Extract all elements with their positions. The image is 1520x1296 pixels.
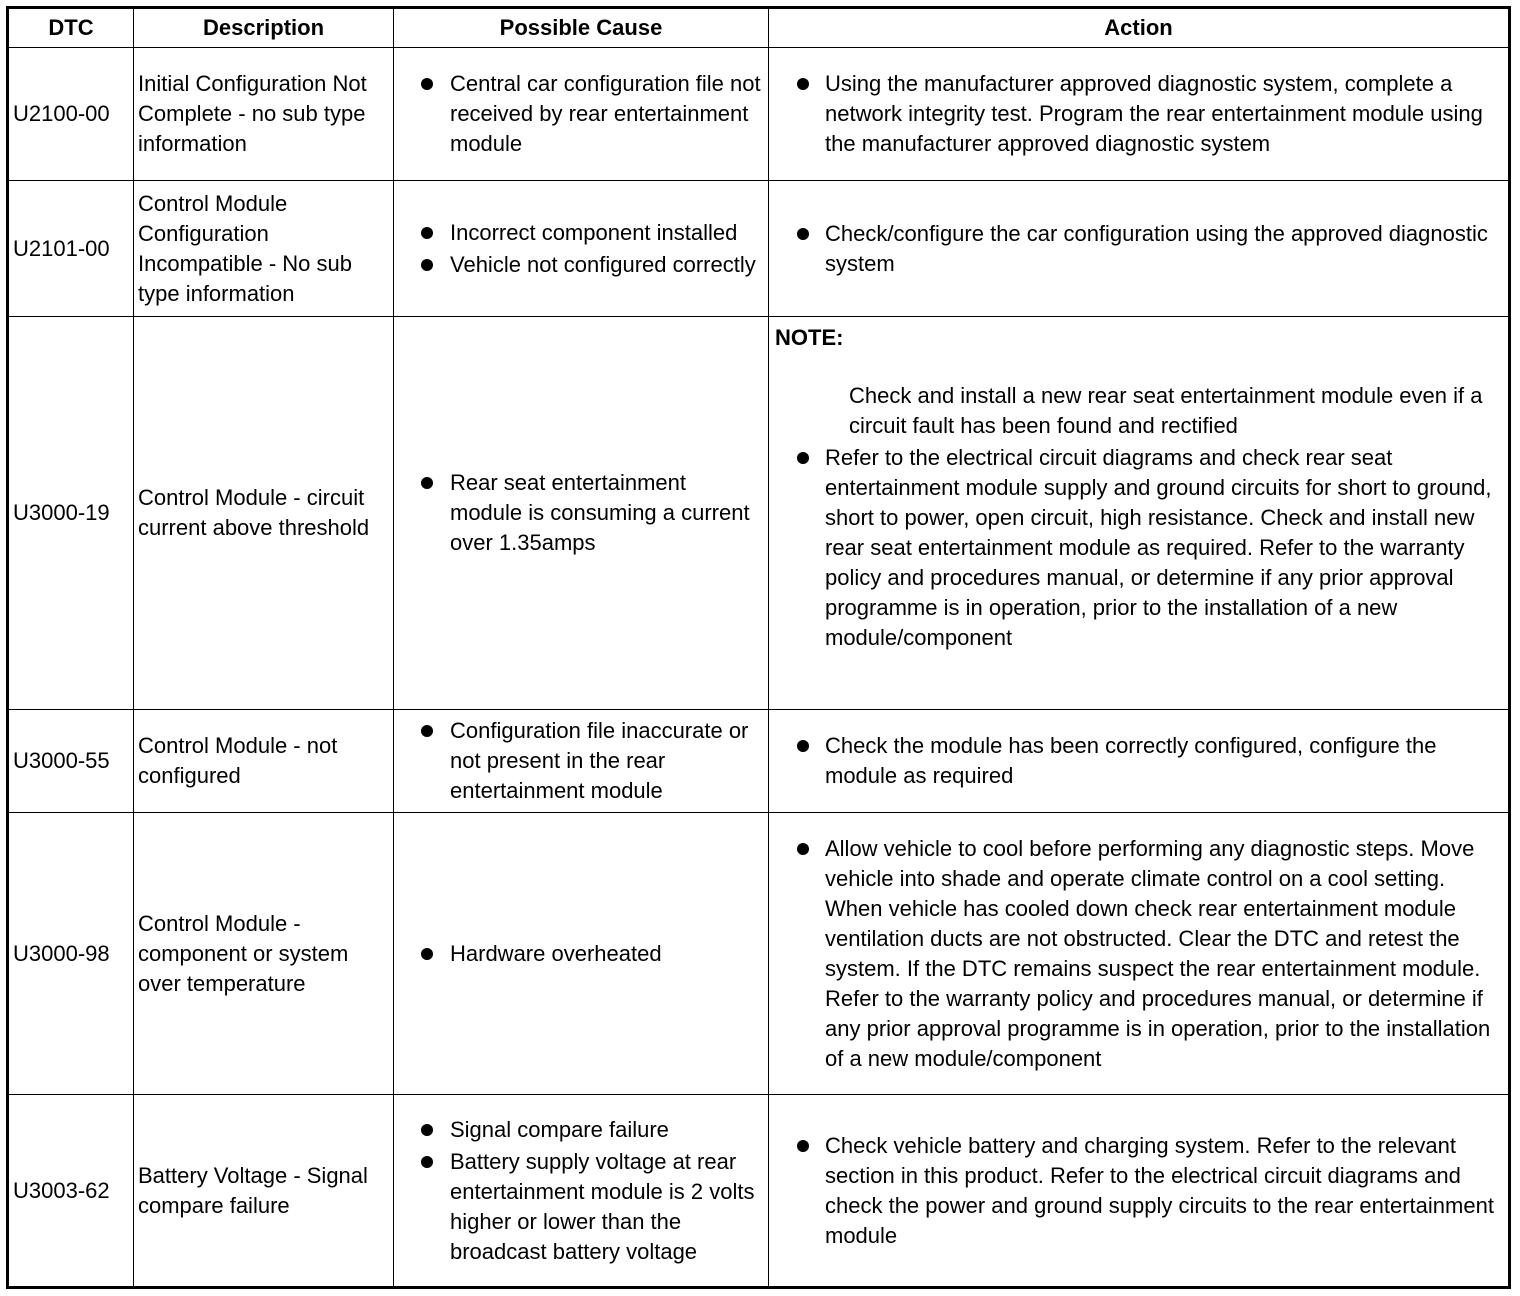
dtc-description: Control Module - circuit current above threshold bbox=[134, 317, 394, 710]
dtc-description: Control Module - not configured bbox=[134, 710, 394, 813]
dtc-description: Battery Voltage - Signal compare failure bbox=[134, 1095, 394, 1288]
cause-text: Vehicle not configured correctly bbox=[450, 251, 756, 277]
cause-text: Central car configuration file not received by rear entertainment module bbox=[450, 71, 761, 156]
action-cell bbox=[769, 710, 1510, 813]
table-row bbox=[8, 710, 1510, 813]
cause-item bbox=[398, 218, 764, 248]
header-dtc: DTC bbox=[8, 8, 134, 48]
cause-item bbox=[398, 716, 764, 806]
action-cell bbox=[769, 48, 1510, 181]
cause-text: Signal compare failure bbox=[450, 1116, 669, 1142]
cause-text: Configuration file inaccurate or not present in the rear entertainment module bbox=[450, 718, 749, 803]
cause-text: Incorrect component installed bbox=[450, 219, 738, 245]
bullet-icon bbox=[421, 78, 433, 90]
action-cell bbox=[769, 813, 1510, 1095]
table-row bbox=[8, 181, 1510, 317]
bullet-icon bbox=[421, 948, 433, 960]
bullet-icon bbox=[797, 1140, 809, 1152]
bullet-icon bbox=[797, 78, 809, 90]
cause-text: Hardware overheated bbox=[450, 940, 662, 966]
cause-item bbox=[398, 1147, 764, 1267]
dtc-description: Control Module Configuration Incompatible - No sub type information bbox=[134, 181, 394, 317]
bullet-icon bbox=[421, 227, 433, 239]
cause-item bbox=[398, 250, 764, 280]
possible-cause-cell bbox=[394, 181, 769, 317]
bullet-icon bbox=[797, 740, 809, 752]
cause-text: Rear seat entertainment module is consuming a current over 1.35amps bbox=[450, 470, 750, 555]
action-text: Check/configure the car configuration using the approved diagnostic system bbox=[825, 220, 1488, 276]
dtc-code: U2101-00 bbox=[8, 181, 134, 317]
action-cell bbox=[769, 181, 1510, 317]
cause-item bbox=[398, 468, 764, 558]
action-item bbox=[773, 69, 1504, 159]
bullet-icon bbox=[797, 452, 809, 464]
bullet-icon bbox=[421, 725, 433, 737]
dtc-description: Control Module - component or system over temperature bbox=[134, 813, 394, 1095]
bullet-icon bbox=[421, 1156, 433, 1168]
header-action: Action bbox=[769, 8, 1510, 48]
dtc-code: U3000-98 bbox=[8, 813, 134, 1095]
action-text: Using the manufacturer approved diagnostic system, complete a network integrity test. Program the rear entertainment module using the manufacturer approved diagnostic system bbox=[825, 71, 1483, 156]
possible-cause-cell bbox=[394, 317, 769, 710]
possible-cause-cell bbox=[394, 1095, 769, 1288]
table-row bbox=[8, 48, 1510, 181]
bullet-icon bbox=[797, 228, 809, 240]
possible-cause-cell bbox=[394, 813, 769, 1095]
bullet-icon bbox=[421, 1124, 433, 1136]
header-row bbox=[8, 8, 1510, 48]
bullet-icon bbox=[421, 259, 433, 271]
action-item bbox=[773, 1131, 1504, 1251]
dtc-table bbox=[6, 6, 1511, 1289]
possible-cause-cell bbox=[394, 48, 769, 181]
cause-item bbox=[398, 69, 764, 159]
action-text: Check the module has been correctly configured, configure the module as required bbox=[825, 733, 1437, 788]
table-row bbox=[8, 317, 1510, 710]
dtc-code: U2100-00 bbox=[8, 48, 134, 181]
action-item bbox=[773, 731, 1504, 791]
cause-item bbox=[398, 939, 764, 969]
cause-text: Battery supply voltage at rear entertainment module is 2 volts higher or lower than the broadcast battery voltage bbox=[450, 1148, 755, 1264]
note-label: NOTE: bbox=[775, 325, 844, 350]
table-row bbox=[8, 813, 1510, 1095]
header-possible-cause: Possible Cause bbox=[394, 8, 769, 48]
dtc-code: U3003-62 bbox=[8, 1095, 134, 1288]
dtc-code: U3000-55 bbox=[8, 710, 134, 813]
action-text: Refer to the electrical circuit diagrams and check rear seat entertainment module supply and ground circuits for short to ground, short to power, open circuit, high resistance. Check and install new rear seat entertainment module as required. Refer to the warranty policy and procedures manual, or determine if any prior approval programme is in operation, prior to the installation of a new module/component bbox=[825, 445, 1492, 650]
dtc-description: Initial Configuration Not Complete - no sub type information bbox=[134, 48, 394, 181]
note-text: Check and install a new rear seat entertainment module even if a circuit fault has been found and rectified bbox=[849, 383, 1483, 438]
header-description: Description bbox=[134, 8, 394, 48]
cause-item bbox=[398, 1115, 764, 1145]
action-item bbox=[773, 219, 1504, 279]
action-item bbox=[773, 834, 1504, 1074]
action-cell bbox=[769, 1095, 1510, 1288]
action-item bbox=[773, 443, 1504, 653]
bullet-icon bbox=[797, 843, 809, 855]
action-cell bbox=[769, 317, 1510, 710]
bullet-icon bbox=[421, 477, 433, 489]
possible-cause-cell bbox=[394, 710, 769, 813]
table-row bbox=[8, 1095, 1510, 1288]
action-text: Check vehicle battery and charging system. Refer to the relevant section in this product. Refer to the electrical circuit diagrams and check the power and ground supply circuits to the rear entertainment module bbox=[825, 1132, 1494, 1248]
action-text: Allow vehicle to cool before performing any diagnostic steps. Move vehicle into shade and operate climate control on a cool setting. When vehicle has cooled down check rear entertainment module ventilation ducts are not obstructed. Clear the DTC and retest the system. If the DTC remains suspect the rear entertainment module. Refer to the warranty policy and procedures manual, or determine if any prior approval programme is in operation, prior to the installation of a new module/component bbox=[825, 835, 1491, 1071]
dtc-code: U3000-19 bbox=[8, 317, 134, 710]
